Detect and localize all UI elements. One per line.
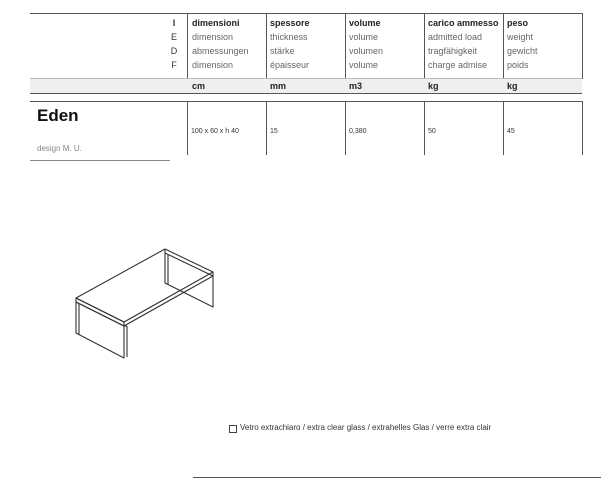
table-top-edge <box>76 298 124 326</box>
col-label: dimension <box>192 60 234 70</box>
col-label: dimensioni <box>192 18 240 28</box>
unit-kg-load: kg <box>428 81 439 91</box>
legend-text: Vetro extrachiaro / extra clear glass / extrahelles Glas / verre extra clair <box>240 423 492 432</box>
col-separator <box>424 13 425 79</box>
value-dimensions: 100 x 60 x h 40 <box>191 128 239 135</box>
top-rule <box>30 13 582 14</box>
bottom-rule <box>193 477 601 478</box>
unit-cm: cm <box>192 81 206 91</box>
col-separator <box>424 101 425 155</box>
units-row <box>30 79 582 93</box>
col-separator <box>266 101 267 155</box>
col-label: stärke <box>270 46 295 56</box>
col-separator <box>582 13 583 79</box>
col-label: poids <box>507 60 529 70</box>
col-label: volume <box>349 18 381 28</box>
product-row-rule <box>30 101 582 102</box>
col-label: peso <box>507 18 529 28</box>
table-leg-front <box>76 302 124 358</box>
col-label: volumen <box>349 46 384 56</box>
legend-swatch <box>229 425 237 433</box>
product-name: Eden <box>37 106 79 125</box>
col-label: weight <box>507 32 534 42</box>
value-admitted-load: 50 <box>428 128 436 135</box>
col-label: dimension <box>192 32 234 42</box>
units-row-bottom-rule <box>30 93 582 94</box>
table-top-edge-right <box>124 272 213 326</box>
value-volume: 0,380 <box>349 128 367 135</box>
table-top-face <box>76 249 213 322</box>
col-label: abmessungen <box>192 46 249 56</box>
col-label: tragfähigkeit <box>428 46 478 56</box>
table-leg-back <box>165 253 213 307</box>
col-separator <box>503 101 504 155</box>
col-separator <box>187 13 188 79</box>
col-label: admitted load <box>428 32 483 42</box>
col-label: gewicht <box>507 46 538 56</box>
col-separator <box>345 101 346 155</box>
col-label: épaisseur <box>270 60 310 70</box>
col-label: charge admise <box>428 60 488 70</box>
product-name-underline <box>30 160 170 161</box>
lang-code-i: I <box>172 18 176 28</box>
lang-code-e: E <box>170 32 177 42</box>
unit-m3: m3 <box>349 81 363 91</box>
value-weight: 45 <box>507 128 515 135</box>
col-label: thickness <box>270 32 308 42</box>
col-separator <box>503 13 504 79</box>
col-label: volume <box>349 60 379 70</box>
col-separator <box>266 13 267 79</box>
col-separator <box>582 101 583 155</box>
unit-kg-weight: kg <box>507 81 518 91</box>
col-label: carico ammesso <box>428 18 499 28</box>
col-label: volume <box>349 32 379 42</box>
lang-code-f: F <box>171 60 177 70</box>
col-separator <box>345 13 346 79</box>
lang-code-d: D <box>170 46 178 56</box>
col-label: spessore <box>270 18 310 28</box>
value-thickness: 15 <box>270 128 278 135</box>
product-designer: design M. U. <box>37 144 82 153</box>
col-separator <box>187 101 188 155</box>
unit-mm: mm <box>270 81 287 91</box>
